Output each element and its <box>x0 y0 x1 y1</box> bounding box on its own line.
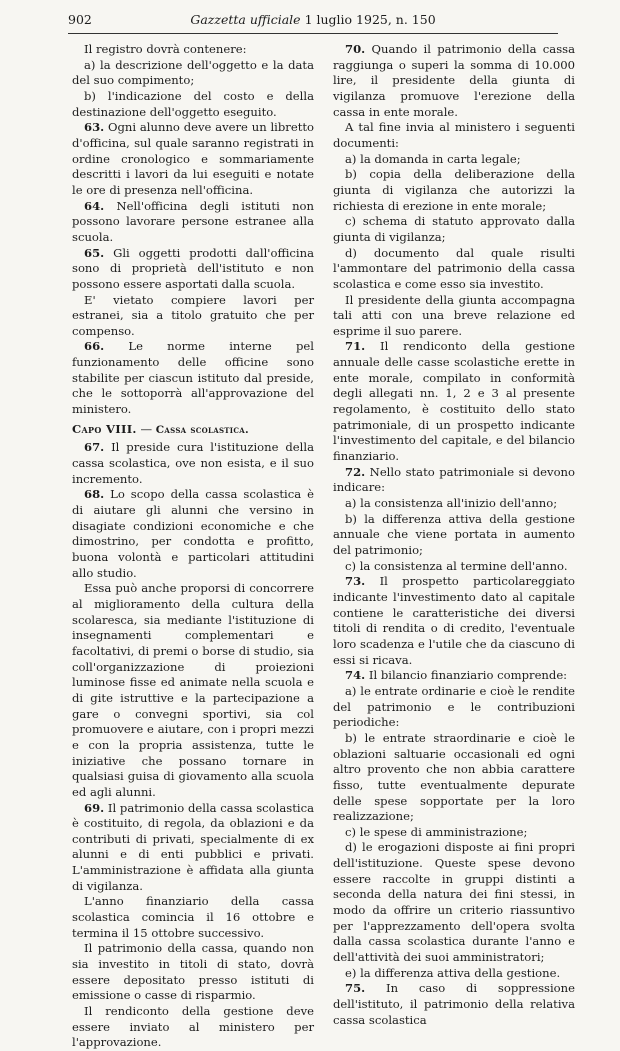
list-item: b) le entrate straordinarie e cioè le oblazioni saltuarie occasionali ed ogni altro provento che non abbia carattere fisso, tutte eventualmente depurate delle spese sopportate per la loro realizzazione; <box>333 730 575 824</box>
article-text: Il preside cura l'istituzione della cassa scolastica, ove non esista, e il suo incremento. <box>72 440 314 486</box>
list-item: d) le erogazioni disposte ai fini propri dell'istituzione. Queste spese devono essere raccolte in gruppi distinti a seconda della natura dei fini stessi, in modo da offrire un criterio riassuntivo per l'apprezzamento dell'opera svolta dalla cassa scolastica durante l'anno e dell'attività dei suoi amministratori; <box>333 840 575 965</box>
chapter-heading <box>72 422 314 439</box>
article-text: Gli oggetti prodotti dall'officina sono di proprietà dell'istituto e non possono essere asportati dalla scuola. <box>72 245 314 291</box>
chapter-title: Cassa scolastica. <box>155 423 249 436</box>
article-number: 71. <box>345 339 366 354</box>
header-rule <box>68 33 558 34</box>
article-text: Nell'officina degli istituti non possono lavorare persone estranee alla scuola. <box>72 198 314 244</box>
chapter-dash: — <box>140 421 153 436</box>
article-text: Quando il patrimonio della cassa raggiunga o superi la somma di 10.000 lire, il presidente della giunta di vigilanza promuove l'erezione della cassa in ente morale. <box>333 42 576 119</box>
article-number: 75. <box>345 981 366 996</box>
paragraph: L'anno finanziario della cassa scolastica comincia il 16 ottobre e termina il 15 ottobre successivo. <box>72 894 314 940</box>
chapter-label: Capo VIII. <box>72 421 137 436</box>
article-text: Il bilancio finanziario comprende: <box>368 668 568 683</box>
article-70 <box>333 42 575 120</box>
list-item: e) la differenza attiva della gestione. <box>345 965 561 980</box>
article-number: 68. <box>84 487 105 502</box>
right-column <box>333 42 575 1028</box>
article-number: 74. <box>345 668 366 683</box>
list-item: a) la descrizione dell'oggetto e la data del suo compimento; <box>72 57 314 88</box>
paragraph: Essa può anche proporsi di concorrere al miglioramento della cultura della scolaresca, sia mediante l'istituzione di insegnamenti complementari e facoltativi, di premi o borse di studio, sia coll'organizzazione di proiezioni luminose fisse ed animate nella scuola e di gite istruttive e la partecipazione a gare o convegni sportivi, sia col promuovere e aiutare, con i propri mezzi e con la propria assistenza, tutte le iniziative che possano tornare in qualsiasi guisa di giovamento alla scuola ed agli alunni. <box>72 581 314 799</box>
page-number: 902 <box>68 12 92 27</box>
article-74 <box>333 668 575 684</box>
article-number: 72. <box>345 464 366 479</box>
article-67 <box>72 440 314 487</box>
gazette-title: Gazzetta ufficiale <box>190 12 301 27</box>
article-number: 63. <box>84 120 105 135</box>
list-item: c) le spese di amministrazione; <box>345 824 528 839</box>
paragraph: Il rendiconto della gestione deve essere inviato al ministero per l'approvazione. <box>72 1004 314 1050</box>
article-text: Nello stato patrimoniale si devono indicare: <box>333 464 576 495</box>
article-73 <box>333 574 575 668</box>
paragraph: Il patrimonio della cassa, quando non sia investito in titoli di stato, dovrà essere depositato presso istituti di emissione o casse di risparmio. <box>72 941 314 1003</box>
article-text: In caso di soppressione dell'istituto, il patrimonio della relativa cassa scolastica <box>333 981 575 1027</box>
list-item: b) copia della deliberazione della giunta di vigilanza che autorizzi la richiesta di erezione in ente morale; <box>333 167 575 213</box>
list-item: d) documento dal quale risulti l'ammontare del patrimonio della cassa scolastica e come esso sia investito. <box>333 245 575 291</box>
page-header <box>68 12 558 28</box>
article-number: 66. <box>84 339 105 354</box>
article-64 <box>72 199 314 246</box>
list-item: b) la differenza attiva della gestione annuale che viene portata in aumento del patrimonio; <box>333 511 575 557</box>
article-text: Le norme interne pel funzionamento delle officine sono stabilite per ciascun istituto dal preside, che le sottoporrà all'approvazione del ministero. <box>72 339 314 417</box>
paragraph: Il registro dovrà contenere: <box>84 42 247 56</box>
list-item: b) l'indicazione del costo e della destinazione dell'oggetto eseguito. <box>72 88 314 119</box>
article-number: 70. <box>345 42 366 56</box>
article-63 <box>72 120 314 198</box>
article-71 <box>333 339 575 464</box>
article-number: 67. <box>84 440 105 455</box>
article-69 <box>72 801 314 895</box>
paragraph: E' vietato compiere lavori per estranei, sia a titolo gratuito che per compenso. <box>72 292 314 338</box>
article-number: 65. <box>84 245 105 260</box>
article-text: Lo scopo della cassa scolastica è di aiutare gli alunni che versino in disagiate condizioni economiche e che dimostrino, per condotta e profitto, buona volontà e particolari attitudini allo studio. <box>72 487 314 580</box>
article-text: Il prospetto particolareggiato indicante l'investimento dato al capitale contiene le caratteristiche dei diversi titoli di rendita o di credito, l'eventuale loro scadenza e l'utile che da ciascuno di essi si ricava. <box>333 574 575 667</box>
list-item: a) le entrate ordinarie e cioè le rendite del patrimonio e le contribuzioni periodiche: <box>333 683 575 730</box>
article-number: 69. <box>84 800 105 815</box>
running-title <box>68 12 558 27</box>
issue-date: 1 luglio 1925, n. 150 <box>304 12 436 27</box>
list-item: a) la consistenza all'inizio dell'anno; <box>345 496 558 511</box>
paragraph: A tal fine invia al ministero i seguenti documenti: <box>333 120 575 150</box>
article-68 <box>72 487 314 581</box>
article-72 <box>333 465 575 496</box>
list-item: a) la domanda in carta legale; <box>345 151 521 166</box>
article-text: Il patrimonio della cassa scolastica è costituito, di regola, da oblazioni e da contributi di privati, specialmente di ex alunni e di enti pubblici e privati. L'amministrazione è affidata alla giunta di vigilanza. <box>72 800 314 893</box>
article-text: Il rendiconto della gestione annuale delle casse scolastiche erette in ente morale, compilato in conformità degli allegati nn. 1, 2 e 3 al presente regolamento, è costituito dello stato patrimoniale, di un prospetto indicante l'investimento del capitale, e del bilancio finanziario. <box>333 339 575 464</box>
article-66 <box>72 339 314 417</box>
article-number: 64. <box>84 198 105 213</box>
list-item: c) schema di statuto approvato dalla giunta di vigilanza; <box>333 214 575 244</box>
article-text: Ogni alunno deve avere un libretto d'officina, sul quale saranno registrati in ordine cronologico e sommariamente descritti i lavori da lui eseguiti e notate le ore di presenza nell'officina. <box>72 120 315 197</box>
article-75 <box>333 981 575 1028</box>
article-number: 73. <box>345 574 366 589</box>
list-item: c) la consistenza al termine dell'anno. <box>345 558 568 573</box>
article-65 <box>72 246 314 293</box>
paragraph: Il presidente della giunta accompagna tali atti con una breve relazione ed esprime il suo parere. <box>333 292 575 338</box>
